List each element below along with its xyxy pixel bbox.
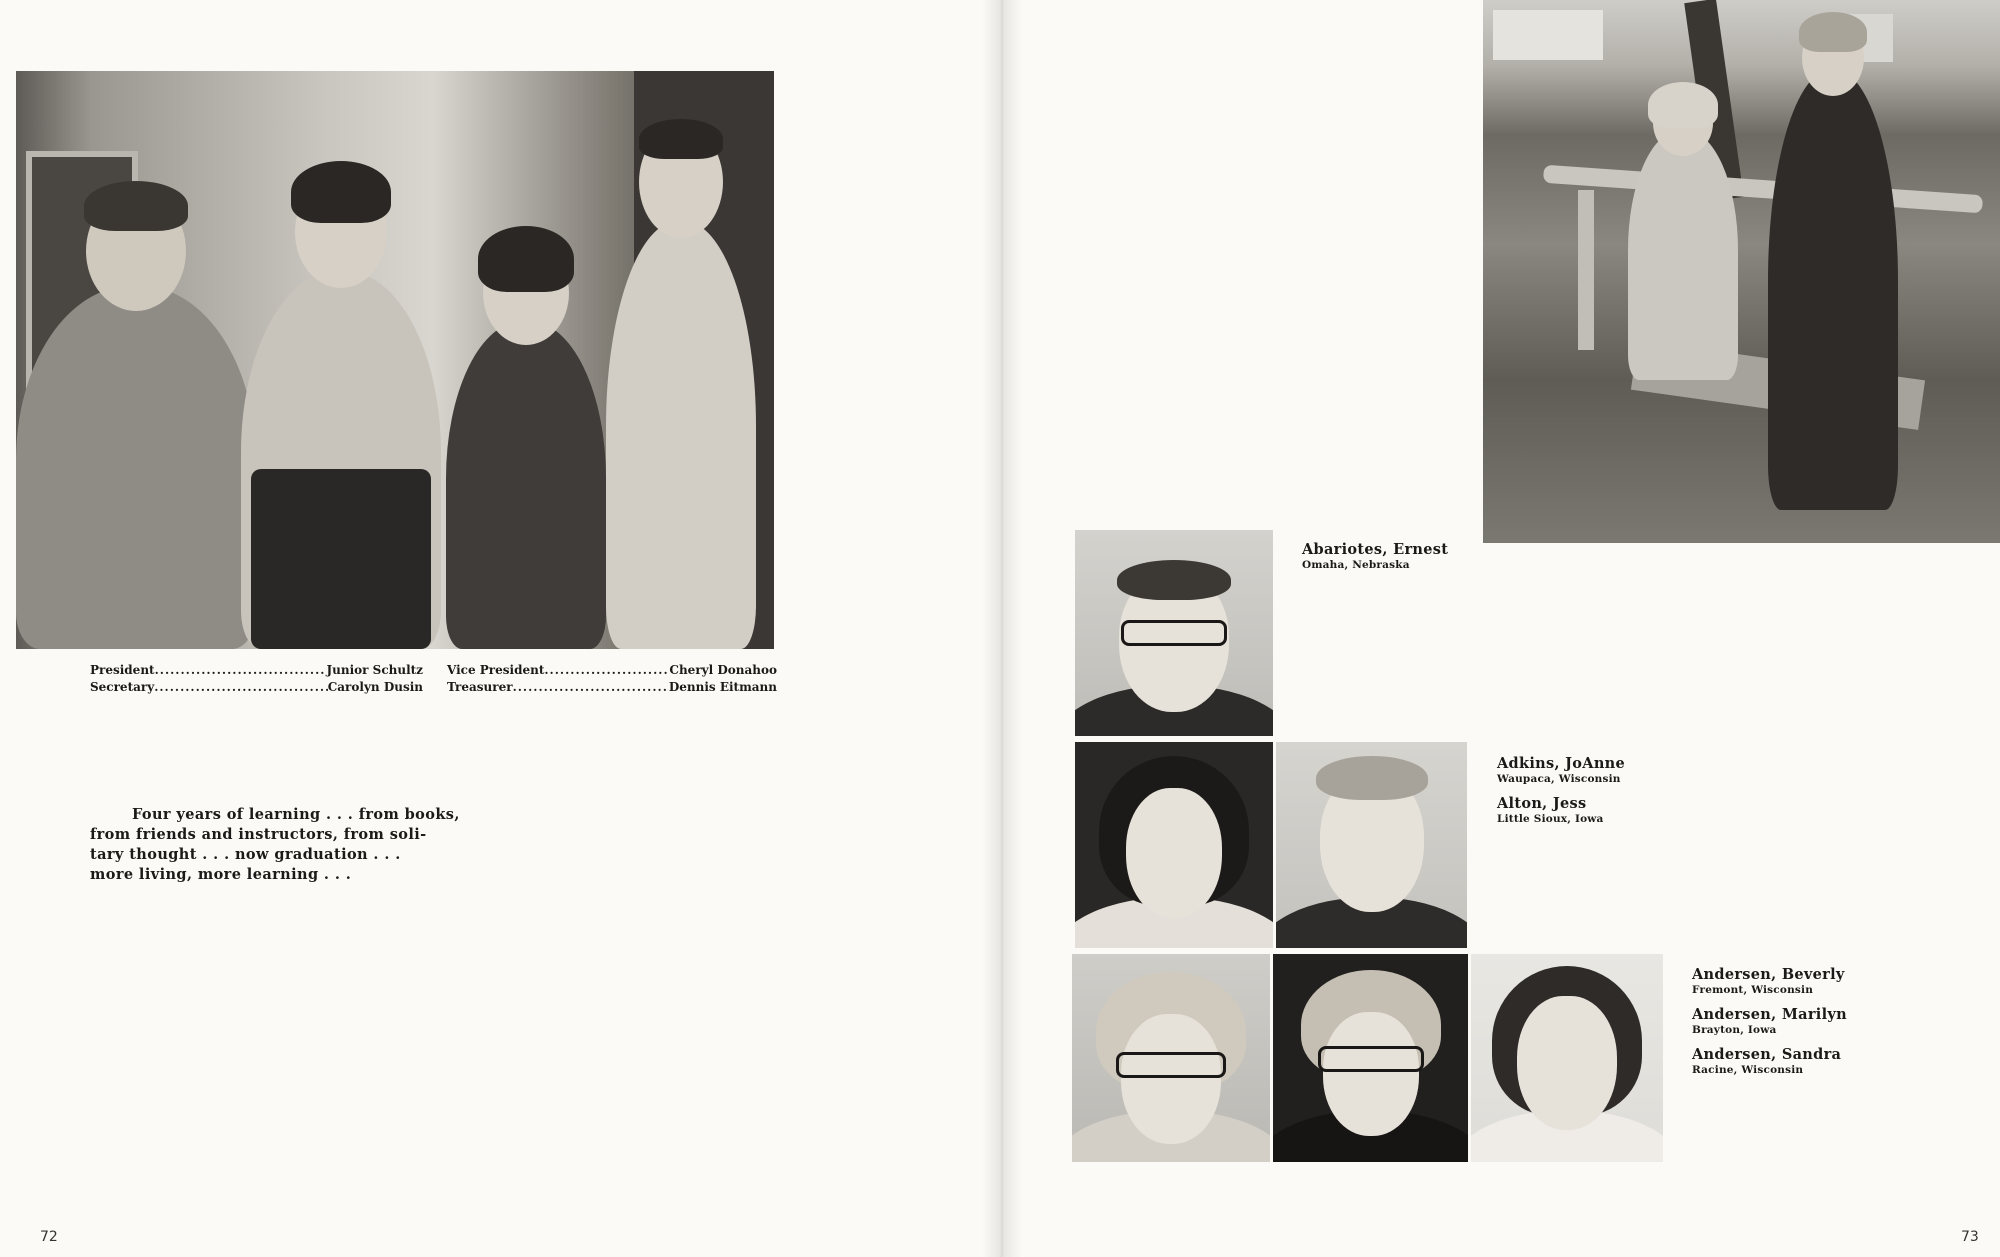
page-number-right: 73 [1961, 1229, 1979, 1245]
officer-name: Cheryl Donahoo [669, 663, 777, 677]
leader-dots [513, 679, 669, 696]
portrait-alton-jess [1276, 742, 1467, 948]
officer-row [447, 679, 777, 696]
officer-role: Vice President [447, 663, 545, 677]
officer-row [447, 662, 777, 679]
student-hometown: Racine, Wisconsin [1692, 1064, 1804, 1076]
class-officers-photo [16, 71, 774, 649]
photo-fence-post [1578, 190, 1594, 350]
officers-list-col-2 [447, 662, 777, 696]
outdoor-candid-photo [1483, 0, 2000, 543]
photo-figure [1768, 70, 1898, 510]
book-spine-gutter [982, 0, 1022, 1257]
photo-fence-rail [1543, 165, 1983, 214]
photo-figure [1628, 130, 1738, 380]
officer-row [90, 662, 423, 679]
photo-figure [16, 286, 256, 649]
portrait-andersen-marilyn [1273, 954, 1468, 1162]
right-page [1000, 0, 2000, 1257]
portrait-abariotes-ernest [1075, 530, 1273, 736]
student-name: Abariotes, Ernest [1302, 541, 1449, 558]
student-name: Andersen, Marilyn [1692, 1006, 1847, 1023]
page-number-left: 72 [40, 1229, 58, 1245]
officers-list-col-1 [90, 662, 423, 696]
student-hometown: Fremont, Wisconsin [1692, 984, 1814, 996]
student-name: Alton, Jess [1497, 795, 1587, 812]
portrait-andersen-sandra [1471, 954, 1663, 1162]
leader-dots [154, 679, 328, 696]
intro-line: from friends and instructors, from soli- [90, 826, 427, 843]
student-name: Andersen, Sandra [1692, 1046, 1842, 1063]
leader-dots [544, 662, 669, 679]
student-name: Andersen, Beverly [1692, 966, 1845, 983]
leader-dots [155, 662, 327, 679]
photo-figure [446, 321, 606, 649]
intro-line: tary thought . . . now graduation . . . [90, 846, 401, 863]
officer-role: Secretary [90, 680, 155, 694]
intro-line: more living, more learning . . . [90, 866, 352, 883]
student-hometown: Waupaca, Wisconsin [1497, 773, 1621, 785]
intro-paragraph [90, 805, 460, 885]
officer-row [90, 679, 423, 696]
caption-group-row-2 [1497, 755, 1625, 835]
student-hometown: Omaha, Nebraska [1302, 559, 1410, 571]
officer-role: Treasurer [447, 680, 513, 694]
caption-group-row-3 [1692, 966, 1847, 1086]
officer-name: Junior Schultz [326, 663, 423, 677]
portrait-adkins-joanne [1075, 742, 1273, 948]
student-hometown: Little Sioux, Iowa [1497, 813, 1604, 825]
photo-barn [1493, 10, 1603, 60]
portrait-andersen-beverly [1072, 954, 1270, 1162]
officer-name: Carolyn Dusin [327, 680, 423, 694]
caption-abariotes-ernest [1302, 541, 1448, 581]
officer-role: President [90, 663, 155, 677]
student-name: Adkins, JoAnne [1497, 755, 1626, 772]
photo-figure [606, 221, 756, 649]
photo-figure [241, 271, 441, 649]
student-hometown: Brayton, Iowa [1692, 1024, 1777, 1036]
intro-line: Four years of learning . . . from books, [132, 806, 460, 823]
officer-name: Dennis Eitmann [668, 680, 777, 694]
